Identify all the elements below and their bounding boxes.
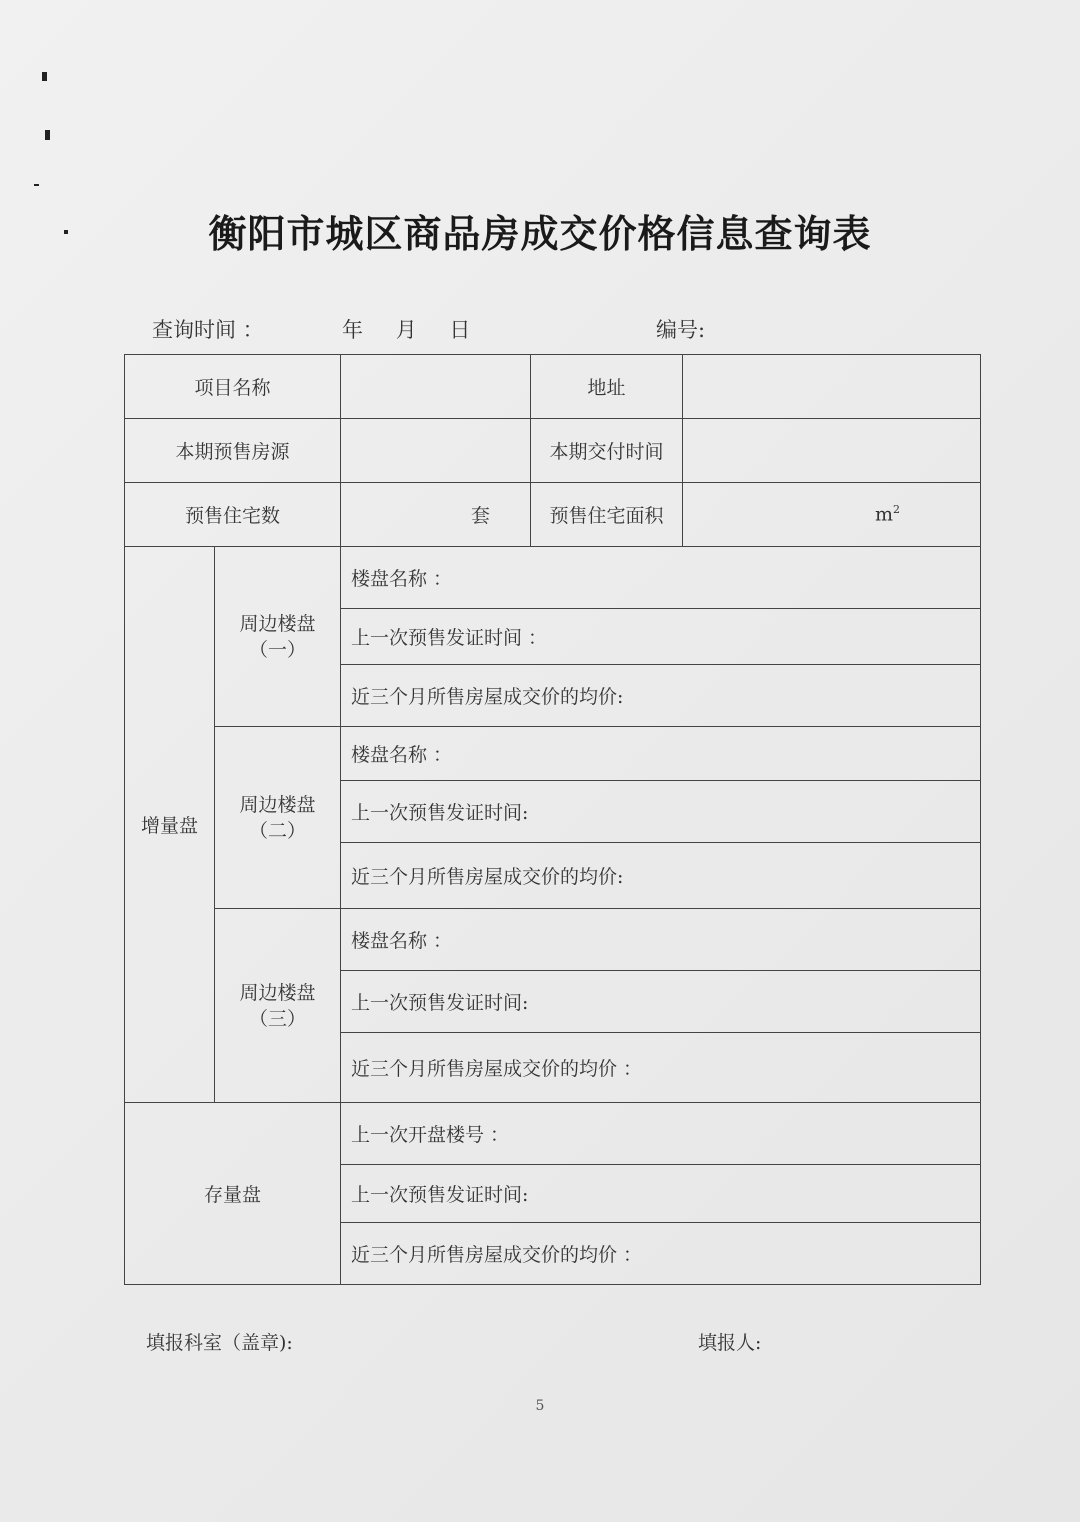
nearby-2-sub: （二） bbox=[249, 819, 307, 842]
increment-label: 增量盘 bbox=[125, 547, 215, 1103]
table-row bbox=[125, 483, 981, 547]
presale-source-value[interactable] bbox=[341, 419, 531, 483]
project-name-value[interactable] bbox=[341, 355, 531, 419]
table-row bbox=[125, 547, 981, 609]
n3-permit-field[interactable]: 上一次预售发证时间: bbox=[341, 971, 981, 1033]
margin-mark bbox=[45, 130, 50, 140]
margin-mark bbox=[42, 72, 47, 81]
nearby-2-title: 周边楼盘 bbox=[239, 793, 316, 816]
nearby-1-title: 周边楼盘 bbox=[239, 612, 316, 635]
address-value[interactable] bbox=[683, 355, 981, 419]
month-label: 月 bbox=[395, 318, 417, 342]
delivery-time-value[interactable] bbox=[683, 419, 981, 483]
day-label: 日 bbox=[449, 318, 471, 342]
table-row bbox=[125, 909, 981, 971]
presale-area-label: 预售住宅面积 bbox=[531, 483, 683, 547]
presale-area-value[interactable] bbox=[683, 483, 981, 547]
area-unit-sup: 2 bbox=[893, 503, 901, 517]
s-permit-field[interactable]: 上一次预售发证时间: bbox=[341, 1165, 981, 1223]
year-label: 年 bbox=[342, 318, 363, 342]
department-label: 填报科室（盖章): bbox=[146, 1332, 293, 1354]
s-building-field[interactable]: 上一次开盘楼号 ： bbox=[341, 1103, 981, 1165]
area-unit: m bbox=[874, 503, 894, 526]
n1-price-field[interactable]: 近三个月所售房屋成交价的均价: bbox=[341, 665, 981, 727]
nearby-1-label bbox=[215, 547, 341, 727]
margin-mark bbox=[34, 184, 39, 186]
query-date bbox=[342, 314, 496, 344]
table-row bbox=[125, 419, 981, 483]
nearby-3-label bbox=[215, 909, 341, 1103]
delivery-time-label: 本期交付时间 bbox=[531, 419, 683, 483]
project-name-label: 项目名称 bbox=[125, 355, 341, 419]
table-row bbox=[125, 727, 981, 781]
nearby-1-sub: （一） bbox=[249, 638, 307, 661]
n3-price-field[interactable]: 近三个月所售房屋成交价的均价 ： bbox=[341, 1033, 981, 1103]
n1-permit-field[interactable]: 上一次预售发证时间 ： bbox=[341, 609, 981, 665]
stock-label: 存量盘 bbox=[125, 1103, 341, 1285]
query-form-table bbox=[124, 354, 980, 1280]
nearby-2-label bbox=[215, 727, 341, 909]
table-row bbox=[125, 355, 981, 419]
n2-permit-field[interactable]: 上一次预售发证时间: bbox=[341, 781, 981, 843]
presale-units-value[interactable] bbox=[341, 483, 531, 547]
address-label: 地址 bbox=[531, 355, 683, 419]
n2-name-field[interactable]: 楼盘名称 ： bbox=[341, 727, 981, 781]
table-row bbox=[125, 1103, 981, 1165]
presale-source-label: 本期预售房源 bbox=[125, 419, 341, 483]
presale-units-label: 预售住宅数 bbox=[125, 483, 341, 547]
nearby-3-sub: （三） bbox=[249, 1007, 307, 1030]
page-number: 5 bbox=[535, 1398, 545, 1414]
query-time-label: 查询时间 ： bbox=[152, 318, 264, 342]
form-title: 衡阳市城区商品房成交价格信息查询表 bbox=[208, 211, 872, 256]
reporter-label: 填报人: bbox=[698, 1332, 762, 1354]
n3-name-field[interactable]: 楼盘名称 ： bbox=[341, 909, 981, 971]
units-suffix: 套 bbox=[471, 505, 491, 527]
number-label: 编号: bbox=[656, 318, 706, 342]
s-price-field[interactable]: 近三个月所售房屋成交价的均价 ： bbox=[341, 1223, 981, 1285]
n2-price-field[interactable]: 近三个月所售房屋成交价的均价: bbox=[341, 843, 981, 909]
n1-name-field[interactable]: 楼盘名称 ： bbox=[341, 547, 981, 609]
nearby-3-title: 周边楼盘 bbox=[239, 981, 316, 1004]
